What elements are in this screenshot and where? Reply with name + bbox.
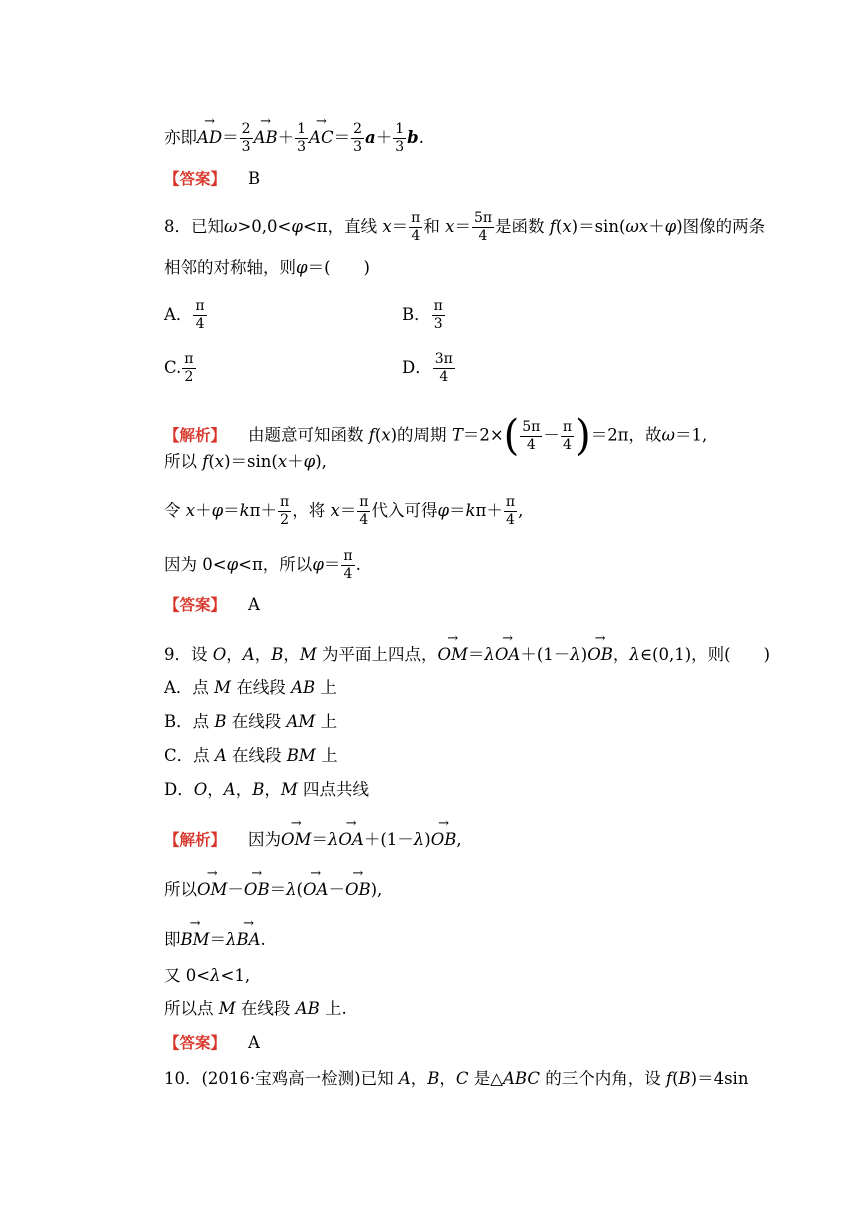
answer-value: A xyxy=(248,1033,260,1052)
q9-option-a[interactable] xyxy=(164,677,337,699)
vector-bm: → BM xyxy=(181,929,210,951)
solution-8-line-2 xyxy=(164,451,327,473)
point-b: B xyxy=(214,712,227,731)
q9-option-d[interactable] xyxy=(164,779,369,801)
denominator: 4 xyxy=(526,436,536,453)
fraction xyxy=(193,298,206,333)
minus: － xyxy=(328,880,345,899)
denominator: 4 xyxy=(439,369,449,385)
denominator: 4 xyxy=(359,512,369,528)
text: ( xyxy=(374,425,382,445)
triangle-abc: ABC xyxy=(502,1069,540,1088)
denominator: 3 xyxy=(241,139,251,155)
text: C．点 xyxy=(164,746,215,765)
text: ( xyxy=(208,452,215,471)
phi: φ xyxy=(312,555,324,574)
analysis-label: 【解析】 xyxy=(164,426,227,445)
text: 在线段 xyxy=(226,712,287,731)
fraction xyxy=(182,351,195,386)
denominator: 4 xyxy=(195,316,205,332)
vector-ab: → AB xyxy=(254,127,278,149)
text: ∈(0,1)，则( ) xyxy=(639,645,771,664)
numerator: π xyxy=(359,494,369,510)
comma: ， xyxy=(235,780,253,799)
equals: ＝ xyxy=(223,501,240,520)
equals: ＝ xyxy=(222,128,239,147)
plus: ＋ xyxy=(277,128,295,147)
option-label: A． xyxy=(164,305,193,324)
text: <π，所以 xyxy=(238,555,313,574)
lambda: λ xyxy=(286,880,297,899)
text: ＝2× xyxy=(462,425,504,445)
fraction xyxy=(504,494,517,529)
text: 亦即 xyxy=(164,128,197,147)
lambda: λ xyxy=(484,645,495,664)
text: 因为 0< xyxy=(164,555,227,574)
var-x: x xyxy=(185,501,196,520)
numerator: 5π xyxy=(522,418,541,435)
text: 在线段 xyxy=(231,678,292,697)
numerator: 2 xyxy=(353,121,363,137)
var-x: x xyxy=(381,425,391,445)
text: π＋ xyxy=(249,501,277,520)
plus: ＋ xyxy=(648,217,665,236)
text: 10．(2016·宝鸡高一检测)已知 xyxy=(164,1069,399,1088)
text: ，将 xyxy=(292,501,331,520)
fraction xyxy=(351,121,364,156)
comma: ， xyxy=(254,645,272,664)
text: ( xyxy=(296,880,303,899)
text: 是函数 xyxy=(495,217,550,236)
point-c: C xyxy=(455,1069,469,1088)
phi: φ xyxy=(303,452,316,471)
func-f: f xyxy=(202,452,209,471)
text: ， xyxy=(612,645,630,664)
comma: ， xyxy=(439,1069,456,1088)
numerator: π xyxy=(411,210,421,226)
numerator: π xyxy=(184,351,194,367)
plus: ＋ xyxy=(195,501,212,520)
question-10-stem xyxy=(164,1068,748,1090)
right-paren: ) xyxy=(575,411,591,461)
text: 上 xyxy=(315,678,337,697)
segment-am: AM xyxy=(286,712,316,731)
func-f: f xyxy=(665,1069,673,1088)
q9-option-b[interactable] xyxy=(164,711,337,733)
fraction xyxy=(409,210,422,245)
var-k: k xyxy=(239,501,250,520)
segment-ab: AB xyxy=(295,999,320,1018)
numerator: π xyxy=(343,548,353,564)
answer-line-1 xyxy=(164,168,260,190)
phi: φ xyxy=(211,501,224,520)
numerator: 3π xyxy=(434,351,453,367)
numerator: 2 xyxy=(241,121,251,137)
vector-om: → OM xyxy=(438,644,468,666)
var-x: x xyxy=(330,501,340,520)
text: π＋ xyxy=(475,501,503,520)
point-o: O xyxy=(193,780,208,799)
lambda: λ xyxy=(327,830,339,849)
point-b: B xyxy=(427,1069,440,1088)
text: ＝( ) xyxy=(307,258,370,277)
left-paren: ( xyxy=(503,411,520,461)
numerator: π xyxy=(279,494,290,510)
denominator: 2 xyxy=(280,512,290,528)
equals: ＝ xyxy=(391,217,409,236)
vector-ob: → OB xyxy=(587,644,613,666)
solution-8-line-4 xyxy=(164,548,361,583)
answer-value: A xyxy=(248,595,260,614)
text: )图像的两条 xyxy=(676,217,766,236)
point-m: M xyxy=(218,999,236,1018)
text: 在线段 xyxy=(226,746,287,765)
vector-om: → OM xyxy=(197,879,227,901)
phi: φ xyxy=(437,501,450,520)
text: 是△ xyxy=(468,1069,503,1088)
equals: ＝ xyxy=(454,217,471,236)
answer-line-2 xyxy=(164,594,260,616)
solution-9-line-3 xyxy=(164,929,266,951)
text: 所以 xyxy=(164,880,197,899)
phi: φ xyxy=(291,217,303,236)
text: 上. xyxy=(319,999,347,1018)
solution-8-line-1 xyxy=(164,411,708,461)
text: 所以点 xyxy=(164,999,219,1018)
answer-line-3 xyxy=(164,1032,260,1054)
lambda: λ xyxy=(570,645,581,664)
lambda: λ xyxy=(629,645,640,664)
text: 因为 xyxy=(248,830,282,849)
period: . xyxy=(418,128,424,147)
text: 9．设 xyxy=(164,645,213,664)
question-8-stem-line-2 xyxy=(164,257,370,279)
fraction xyxy=(357,494,370,529)
text: A．点 xyxy=(164,678,215,697)
var-k: k xyxy=(465,501,476,520)
fraction xyxy=(472,210,494,245)
equals: ＝ xyxy=(209,930,227,949)
option-d[interactable] xyxy=(402,351,456,386)
denominator: 4 xyxy=(478,228,488,244)
text: 代入可得 xyxy=(371,501,438,520)
text: <1, xyxy=(220,966,251,985)
text: ( xyxy=(672,1069,679,1088)
point-m: M xyxy=(214,678,232,697)
segment-bm: BM xyxy=(286,746,316,765)
text: , xyxy=(518,501,524,520)
text: )＝4sin xyxy=(690,1069,749,1088)
solution-9-line-5 xyxy=(164,998,347,1020)
vector-ac: → AC xyxy=(309,127,334,149)
equals: ＝ xyxy=(323,555,341,574)
comma: ， xyxy=(226,645,243,664)
vector-a: a xyxy=(365,128,376,147)
numerator: π xyxy=(505,494,516,510)
vector-b: b xyxy=(407,128,419,147)
vector-oa: → OA xyxy=(495,644,520,666)
point-m: M xyxy=(280,780,298,799)
omega: ω xyxy=(224,217,238,236)
solution-9-line-2 xyxy=(164,879,382,901)
comma: ， xyxy=(264,780,281,799)
func-f: f xyxy=(368,425,375,445)
point-b: B xyxy=(252,780,265,799)
numerator: π xyxy=(433,298,443,314)
denominator: 4 xyxy=(343,566,353,582)
text: ＝2π，故 xyxy=(590,425,662,445)
text: ＝1, xyxy=(675,425,708,445)
vector-oa: → OA xyxy=(338,829,363,851)
text: )＝sin( xyxy=(224,452,278,471)
point-b: B xyxy=(678,1069,691,1088)
vector-ob: → OB xyxy=(345,879,371,901)
solution-9-line-4 xyxy=(164,965,250,987)
q9-option-c[interactable] xyxy=(164,745,338,767)
option-a[interactable] xyxy=(164,298,208,333)
solution-line-vector-ad xyxy=(164,121,424,156)
text: D． xyxy=(164,780,194,799)
point-o: O xyxy=(212,645,227,664)
denominator: 3 xyxy=(433,316,443,332)
text: 上 xyxy=(315,746,338,765)
question-9-stem xyxy=(164,644,770,666)
fraction xyxy=(278,494,291,529)
text: ( xyxy=(555,217,563,236)
option-b[interactable] xyxy=(402,298,446,333)
numerator: 1 xyxy=(297,121,307,137)
text: . xyxy=(260,930,266,949)
segment-ab: AB xyxy=(291,678,316,697)
text: ), xyxy=(315,452,327,471)
denominator: 3 xyxy=(297,139,307,155)
phi: φ xyxy=(296,258,308,277)
numerator: 1 xyxy=(395,121,405,137)
denominator: 4 xyxy=(506,512,515,528)
text: >0,0< xyxy=(237,217,292,236)
var-x: x xyxy=(277,452,288,471)
text: 的三个内角，设 xyxy=(539,1069,666,1088)
text: 由题意可知函数 xyxy=(248,425,369,445)
text: ＋(1－ xyxy=(363,830,414,849)
fraction xyxy=(520,419,542,454)
text: 四点共线 xyxy=(297,780,369,799)
omega-x: ωx xyxy=(625,217,649,236)
vector-ob: → OB xyxy=(244,879,270,901)
text: 为平面上四点， xyxy=(316,645,438,664)
text: ) xyxy=(424,830,431,849)
vector-ba: → BA xyxy=(237,929,261,951)
point-a: A xyxy=(214,746,227,765)
phi: φ xyxy=(226,555,239,574)
vector-ad: → AD xyxy=(197,127,222,149)
solution-9-line-1 xyxy=(164,829,462,851)
fraction xyxy=(432,298,445,333)
plus: ＋ xyxy=(287,452,304,471)
analysis-label: 【解析】 xyxy=(164,831,227,849)
func-f: f xyxy=(549,217,556,236)
minus: － xyxy=(543,425,560,445)
fraction xyxy=(295,121,308,156)
text: <π，直线 xyxy=(302,217,383,236)
answer-label: 【答案】 xyxy=(164,170,227,188)
minus: － xyxy=(227,880,244,899)
omega: ω xyxy=(661,425,675,445)
fraction xyxy=(393,121,406,156)
vector-om: → OM xyxy=(281,829,311,851)
equals: ＝ xyxy=(333,128,351,147)
var-x: x xyxy=(445,217,455,236)
comma: ， xyxy=(283,645,300,664)
plus: ＋ xyxy=(375,128,393,147)
denominator: 3 xyxy=(353,139,363,155)
fraction xyxy=(433,351,455,386)
text: 即 xyxy=(164,930,181,949)
answer-label: 【答案】 xyxy=(164,1034,227,1052)
text: 上 xyxy=(315,712,338,731)
vector-oa: → OA xyxy=(303,879,328,901)
answer-value: B xyxy=(248,169,261,188)
numerator: 5π xyxy=(473,210,493,226)
text: 相邻的对称轴，则 xyxy=(164,258,296,277)
point-a: A xyxy=(398,1069,411,1088)
option-c[interactable] xyxy=(164,351,197,386)
var-t: T xyxy=(451,425,463,445)
lambda: λ xyxy=(210,966,221,985)
point-a: A xyxy=(242,645,255,664)
text: 和 xyxy=(423,217,446,236)
equals: ＝ xyxy=(311,830,328,849)
var-x: x xyxy=(382,217,392,236)
denominator: 2 xyxy=(184,369,194,385)
denominator: 3 xyxy=(395,139,405,155)
point-b: B xyxy=(271,645,284,664)
text: ), xyxy=(370,880,383,899)
point-m: M xyxy=(299,645,317,664)
phi: φ xyxy=(664,217,677,236)
fraction xyxy=(341,548,354,583)
text: B．点 xyxy=(164,712,215,731)
text: ) xyxy=(580,645,588,664)
var-x: x xyxy=(562,217,572,236)
text: 在线段 xyxy=(235,999,296,1018)
question-8-stem xyxy=(164,210,765,245)
comma: ， xyxy=(207,780,224,799)
equals: ＝ xyxy=(467,645,485,664)
text: 又 0< xyxy=(164,966,211,985)
fraction xyxy=(561,419,574,454)
fraction xyxy=(240,121,253,156)
text: )＝sin( xyxy=(571,217,626,236)
text: ＋(1－ xyxy=(520,645,571,664)
denominator: 4 xyxy=(411,228,421,244)
text: . xyxy=(355,555,361,574)
equals: ＝ xyxy=(269,880,287,899)
var-x: x xyxy=(214,452,225,471)
comma: ， xyxy=(410,1069,428,1088)
equals: ＝ xyxy=(339,501,357,520)
text: 8．已知 xyxy=(164,217,224,236)
denominator: 4 xyxy=(563,436,572,453)
numerator: π xyxy=(195,298,205,314)
lambda: λ xyxy=(413,830,425,849)
answer-label: 【答案】 xyxy=(164,596,227,614)
text: )的周期 xyxy=(390,425,452,445)
solution-8-line-3 xyxy=(164,494,523,529)
numerator: π xyxy=(562,418,573,435)
text: 所以 xyxy=(164,452,203,471)
option-label: C. xyxy=(164,358,182,377)
text: , xyxy=(456,830,462,849)
option-label: B． xyxy=(402,305,431,324)
point-a: A xyxy=(223,780,236,799)
vector-ob: → OB xyxy=(431,829,457,851)
lambda: λ xyxy=(226,930,237,949)
text: 令 xyxy=(164,501,186,520)
option-label: D． xyxy=(402,358,432,377)
equals: ＝ xyxy=(449,501,466,520)
